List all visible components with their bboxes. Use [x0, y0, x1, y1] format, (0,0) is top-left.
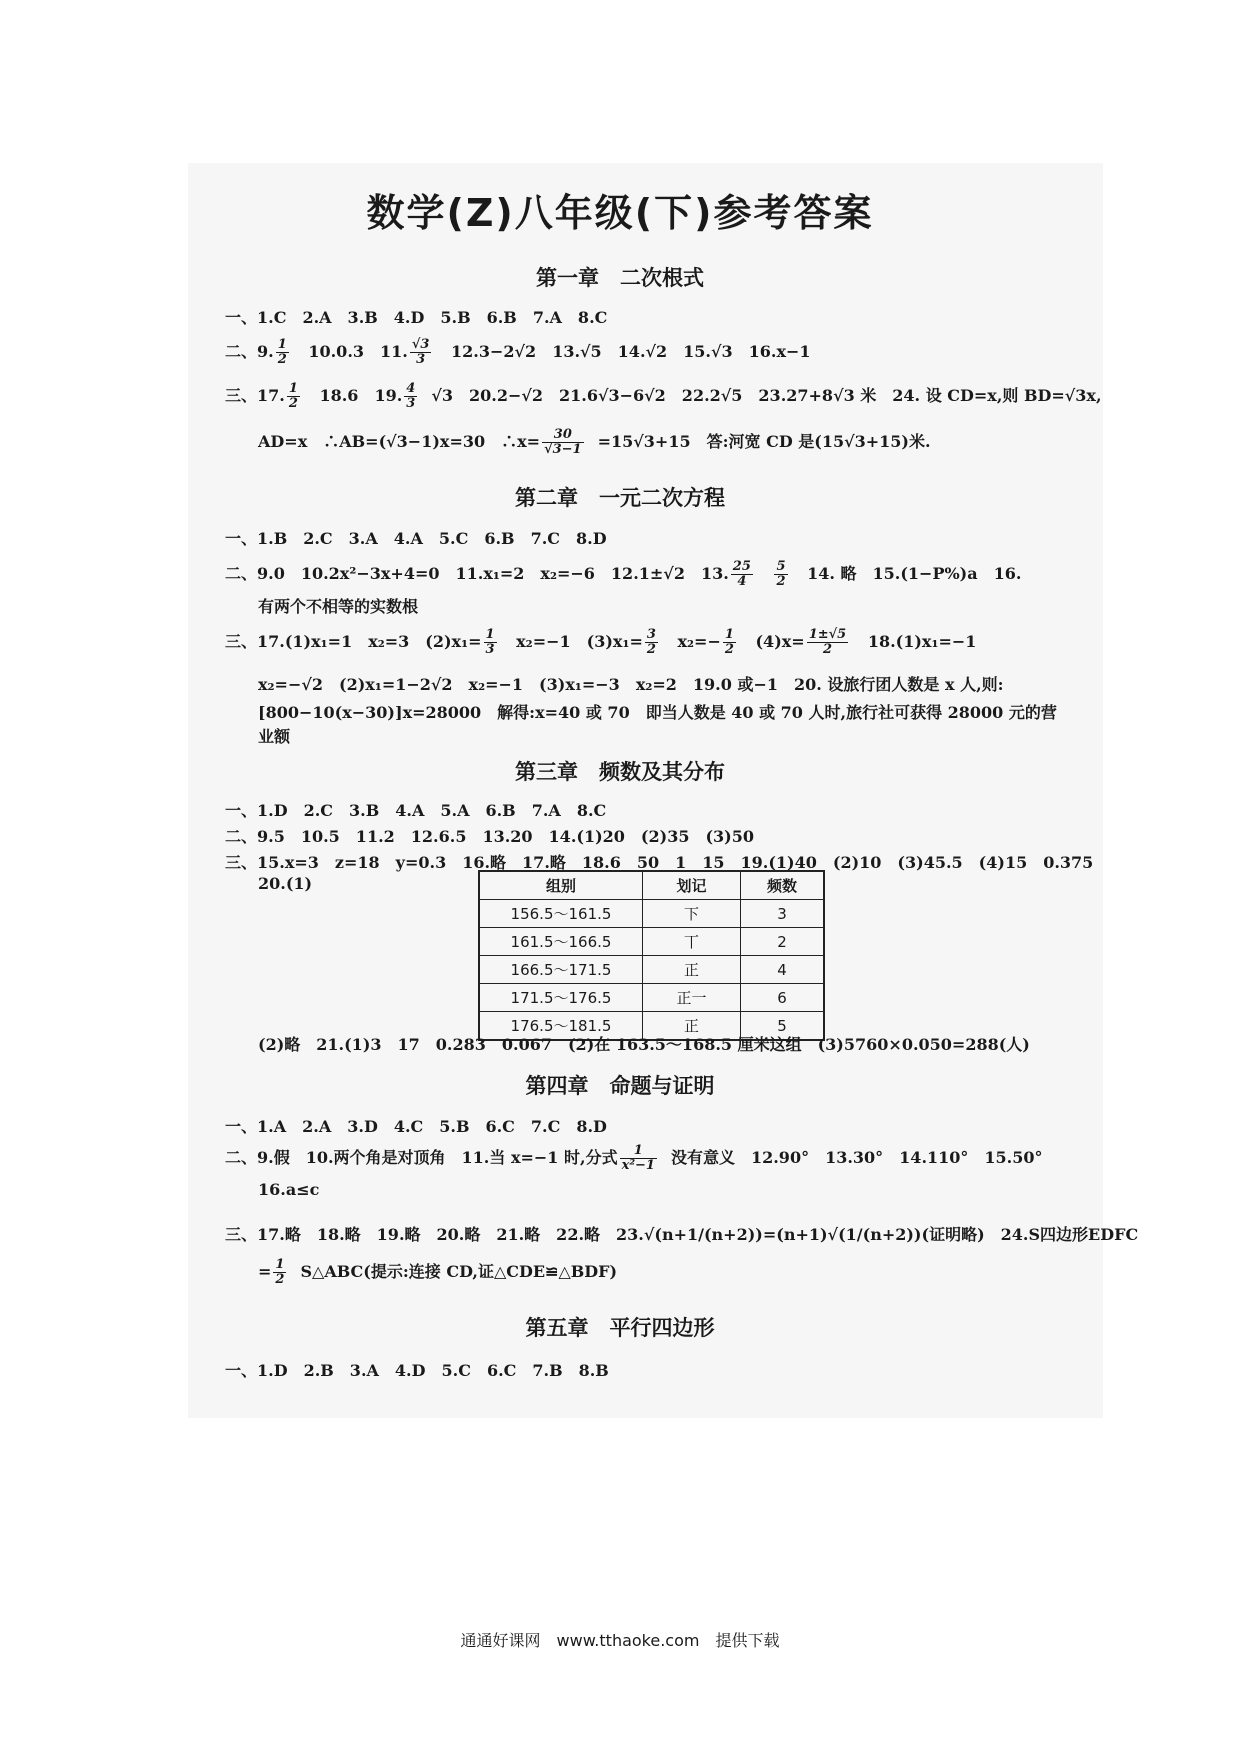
ch2-s2-b: 14. 略 15.(1−P%)a 16.	[807, 564, 1022, 583]
fraction	[484, 628, 497, 657]
ch2-section-1: 一、1.B 2.C 3.A 4.A 5.C 6.B 7.C 8.D	[225, 529, 607, 548]
numerator: 1	[277, 337, 287, 352]
numerator: 30	[542, 428, 584, 443]
ch4-section-1: 一、1.A 2.A 3.D 4.C 5.B 6.C 7.C 8.D	[225, 1117, 607, 1136]
numerator: 1	[620, 1144, 657, 1159]
fraction	[542, 428, 584, 457]
table-row	[479, 984, 824, 1012]
ch2-s2-a: 二、9.0 10.2x²−3x+4=0 11.x₁=2 x₂=−6 12.1±√2 13.	[225, 564, 729, 583]
ch1-s3-pre: 三、17.	[225, 386, 285, 405]
table-header-row	[479, 871, 824, 900]
table-cell: 156.5～161.5	[479, 900, 643, 928]
ch1-s3-b: √3 20.2−√2 21.6√3−6√2 22.2√5 23.27+8√3 米 24. 设 CD=x,则 BD=√3x,	[431, 386, 1102, 405]
fraction	[273, 1258, 286, 1287]
denominator: 2	[822, 642, 832, 657]
ch2-s3-a: 三、17.(1)x₁=1 x₂=3 (2)x₁=	[225, 632, 482, 651]
ch3-section-3: 三、15.x=3 z=18 y=0.3 16.略 17.略 18.6 50 1 15 19.(1)40 (2)10 (3)45.5 (4)15 0.375	[225, 853, 1094, 872]
denominator: 3	[485, 642, 495, 657]
numerator: 4	[406, 381, 416, 396]
ch2-s3-e: 18.(1)x₁=−1	[867, 632, 977, 651]
numerator: 25	[732, 559, 751, 574]
ch1-section-2	[225, 338, 811, 367]
numerator: 1	[275, 1257, 285, 1272]
denominator: 2	[776, 574, 786, 589]
ch1-section-1: 一、1.C 2.A 3.B 4.D 5.B 6.B 7.A 8.C	[225, 308, 608, 327]
ch1-s3-d: =15√3+15 答:河宽 CD 是(15√3+15)米.	[597, 432, 931, 451]
denominator: √3−1	[544, 442, 582, 457]
ch4-section-3: 三、17.略 18.略 19.略 20.略 21.略 22.略 23.√(n+1/(n+2))=(n+1)√(1/(n+2))(证明略) 24.S四边形EDFC	[225, 1225, 1139, 1244]
ch1-s2-pre: 二、9.	[225, 342, 274, 361]
fraction	[645, 628, 658, 657]
denominator: 2	[275, 1272, 285, 1287]
ch1-s3-a: 18.6 19.	[319, 386, 403, 405]
fraction	[620, 1144, 657, 1173]
table-cell: 4	[741, 956, 825, 984]
denominator: 4	[737, 574, 747, 589]
table-row	[479, 928, 824, 956]
table-cell: 下	[643, 900, 741, 928]
numerator: 1±√5	[808, 627, 847, 642]
fraction	[410, 338, 432, 367]
ch2-s3-b: x₂=−1 (3)x₁=	[516, 632, 643, 651]
denominator: 2	[288, 396, 298, 411]
table-cell: 171.5～176.5	[479, 984, 643, 1012]
ch2-section-3-cont-2: [800−10(x−30)]x=28000 解得:x=40 或 70 即当人数是 40 或 70 人时,旅行社可获得 28000 元的营	[258, 703, 1057, 722]
fraction	[774, 560, 787, 589]
table-cell: 176.5～181.5	[479, 1012, 643, 1041]
fraction	[404, 382, 417, 411]
ch2-s3-d: (4)x=	[755, 632, 805, 651]
fraction	[731, 560, 753, 589]
ch2-s3-c: x₂=−	[677, 632, 721, 651]
table-cell: 正	[643, 956, 741, 984]
denominator: 2	[277, 352, 287, 367]
ch4-section-2-cont: 16.a≤c	[258, 1180, 320, 1199]
table-row	[479, 956, 824, 984]
table-cell: 正一	[643, 984, 741, 1012]
ch3-q20-label: 20.(1)	[258, 874, 313, 893]
ch4-s2-a: 二、9.假 10.两个角是对顶角 11.当 x=−1 时,分式	[225, 1148, 618, 1167]
fraction	[287, 382, 300, 411]
numerator: 1	[288, 381, 298, 396]
fraction	[723, 628, 736, 657]
ch1-s2-b: 12.3−2√2 13.√5 14.√2 15.√3 16.x−1	[451, 342, 811, 361]
denominator: x²−1	[621, 1158, 655, 1173]
ch2-section-3-cont-3: 业额	[258, 727, 291, 746]
table-cell: 正	[643, 1012, 741, 1041]
ch4-section-3-cont	[258, 1258, 617, 1287]
chapter-4-title: 第四章 命题与证明	[525, 1074, 715, 1098]
ch2-section-2	[225, 560, 1021, 589]
ch2-section-3	[225, 628, 976, 657]
footer-credit: 通通好课网 www.tthaoke.com 提供下载	[460, 1631, 780, 1650]
table-cell: 5	[741, 1012, 825, 1041]
denominator: 2	[646, 642, 656, 657]
table-cell: 166.5～171.5	[479, 956, 643, 984]
frequency-table	[478, 870, 825, 1041]
numerator: √3	[411, 337, 430, 352]
chapter-1-title: 第一章 二次根式	[536, 266, 704, 290]
numerator: 1	[485, 627, 495, 642]
table-row	[479, 900, 824, 928]
chapter-2-title: 第二章 一元二次方程	[515, 486, 725, 510]
ch5-section-1: 一、1.D 2.B 3.A 4.D 5.C 6.C 7.B 8.B	[225, 1361, 609, 1380]
table-cell: 2	[741, 928, 825, 956]
ch3-q21: (2)略 21.(1)3 17 0.283 0.067 (2)在 163.5～168.5 厘米这组 (3)5760×0.050=288(人)	[258, 1035, 1030, 1054]
table-cell: 6	[741, 984, 825, 1012]
numerator: 1	[724, 627, 734, 642]
ch1-section-3-cont	[258, 428, 931, 457]
table-header: 组别	[479, 871, 643, 900]
chapter-5-title: 第五章 平行四边形	[525, 1316, 715, 1340]
ch4-s2-b: 没有意义 12.90° 13.30° 14.110° 15.50°	[670, 1148, 1043, 1167]
page-title: 数学(Z)八年级(下)参考答案	[366, 191, 874, 235]
table-cell: 3	[741, 900, 825, 928]
denominator: 2	[724, 642, 734, 657]
denominator: 3	[406, 396, 416, 411]
table-header: 划记	[643, 871, 741, 900]
table-header: 频数	[741, 871, 825, 900]
ch4-s3-b: =	[258, 1262, 272, 1281]
ch3-section-2: 二、9.5 10.5 11.2 12.6.5 13.20 14.(1)20 (2)35 (3)50	[225, 827, 755, 846]
numerator: 3	[646, 627, 656, 642]
chapter-3-title: 第三章 频数及其分布	[515, 760, 725, 784]
ch1-s3-c: AD=x ∴AB=(√3−1)x=30 ∴x=	[258, 432, 541, 451]
ch3-section-1: 一、1.D 2.C 3.B 4.A 5.A 6.B 7.A 8.C	[225, 801, 607, 820]
ch4-section-2	[225, 1144, 1043, 1173]
fraction	[807, 628, 849, 657]
denominator: 3	[416, 352, 426, 367]
ch4-s3-c: S△ABC(提示:连接 CD,证△CDE≌△BDF)	[300, 1262, 618, 1281]
ch2-section-3-cont-1: x₂=−√2 (2)x₁=1−2√2 x₂=−1 (3)x₁=−3 x₂=2 19.0 或−1 20. 设旅行团人数是 x 人,则:	[258, 675, 1004, 694]
table-cell: 161.5～166.5	[479, 928, 643, 956]
table-cell: 丅	[643, 928, 741, 956]
ch1-s2-a: 10.0.3 11.	[308, 342, 408, 361]
ch2-section-2-cont: 有两个不相等的实数根	[258, 597, 419, 616]
ch1-section-3	[225, 382, 1102, 411]
numerator: 5	[776, 559, 786, 574]
fraction	[276, 338, 289, 367]
